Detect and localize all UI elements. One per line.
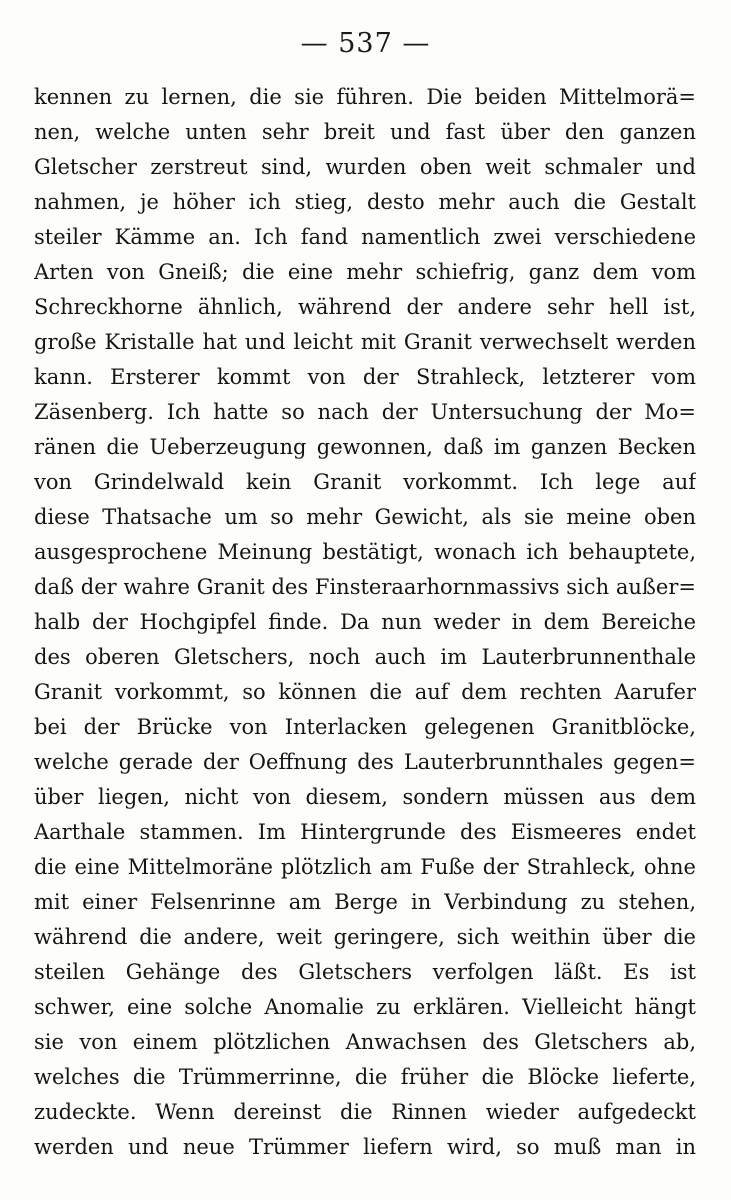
text-line: große Kristalle hat und leicht mit Granit verwechselt werden [34, 330, 696, 354]
text-line: nahmen, je höher ich stieg, desto mehr auch die Gestalt [34, 190, 696, 214]
text-line: bei der Brücke von Interlacken gelegenen Granitblöcke, [34, 715, 696, 739]
text-line: Gletscher zerstreut sind, wurden oben weit schmaler und [34, 155, 696, 179]
text-line: Zäsenberg. Ich hatte so nach der Untersuchung der Mo= [34, 400, 696, 424]
text-line: über liegen, nicht von diesem, sondern müssen aus dem [34, 785, 696, 809]
text-line: Aarthale stammen. Im Hintergrunde des Eismeeres endet [34, 820, 696, 844]
text-line: diese Thatsache um so mehr Gewicht, als sie meine oben [34, 505, 696, 529]
page-number: — 537 — [300, 28, 431, 59]
text-line: halb der Hochgipfel finde. Da nun weder in dem Bereiche [34, 610, 696, 634]
text-line: Granit vorkommt, so können die auf dem rechten Aarufer [34, 680, 696, 704]
text-line: ausgesprochene Meinung bestätigt, wonach ich behauptete, [34, 540, 696, 564]
text-line: Arten von Gneiß; die eine mehr schiefrig, ganz dem vom [34, 260, 696, 284]
text-line: ränen die Ueberzeugung gewonnen, daß im ganzen Becken [34, 435, 696, 459]
text-line: des oberen Gletschers, noch auch im Lauterbrunnenthale [34, 645, 696, 669]
text-line: welches die Trümmerrinne, die früher die Blöcke lieferte, [34, 1065, 696, 1089]
text-line: daß der wahre Granit des Finsteraarhornmassivs sich außer= [34, 575, 696, 599]
text-line: die eine Mittelmoräne plötzlich am Fuße der Strahleck, ohne [34, 855, 696, 879]
text-line: welche gerade der Oeffnung des Lauterbrunnthales gegen= [34, 750, 696, 774]
text-line: mit einer Felsenrinne am Berge in Verbindung zu stehen, [34, 890, 696, 914]
text-line: steiler Kämme an. Ich fand namentlich zwei verschiedene [34, 225, 696, 249]
text-line: zudeckte. Wenn dereinst die Rinnen wieder aufgedeckt [34, 1100, 696, 1124]
text-line: sie von einem plötzlichen Anwachsen des Gletschers ab, [34, 1030, 696, 1054]
text-line: nen, welche unten sehr breit und fast über den ganzen [34, 120, 696, 144]
text-line: von Grindelwald kein Granit vorkommt. Ich lege auf [34, 470, 696, 494]
body-text [34, 80, 696, 1165]
text-line: kann. Ersterer kommt von der Strahleck, letzterer vom [34, 365, 696, 389]
text-line: Schreckhorne ähnlich, während der andere sehr hell ist, [34, 295, 696, 319]
text-line: während die andere, weit geringere, sich weithin über die [34, 925, 696, 949]
text-line: schwer, eine solche Anomalie zu erklären. Vielleicht hängt [34, 995, 696, 1019]
text-line: kennen zu lernen, die sie führen. Die beiden Mittelmorä= [34, 85, 696, 109]
text-line: steilen Gehänge des Gletschers verfolgen läßt. Es ist [34, 960, 696, 984]
text-line: werden und neue Trümmer liefern wird, so muß man in [34, 1135, 696, 1159]
